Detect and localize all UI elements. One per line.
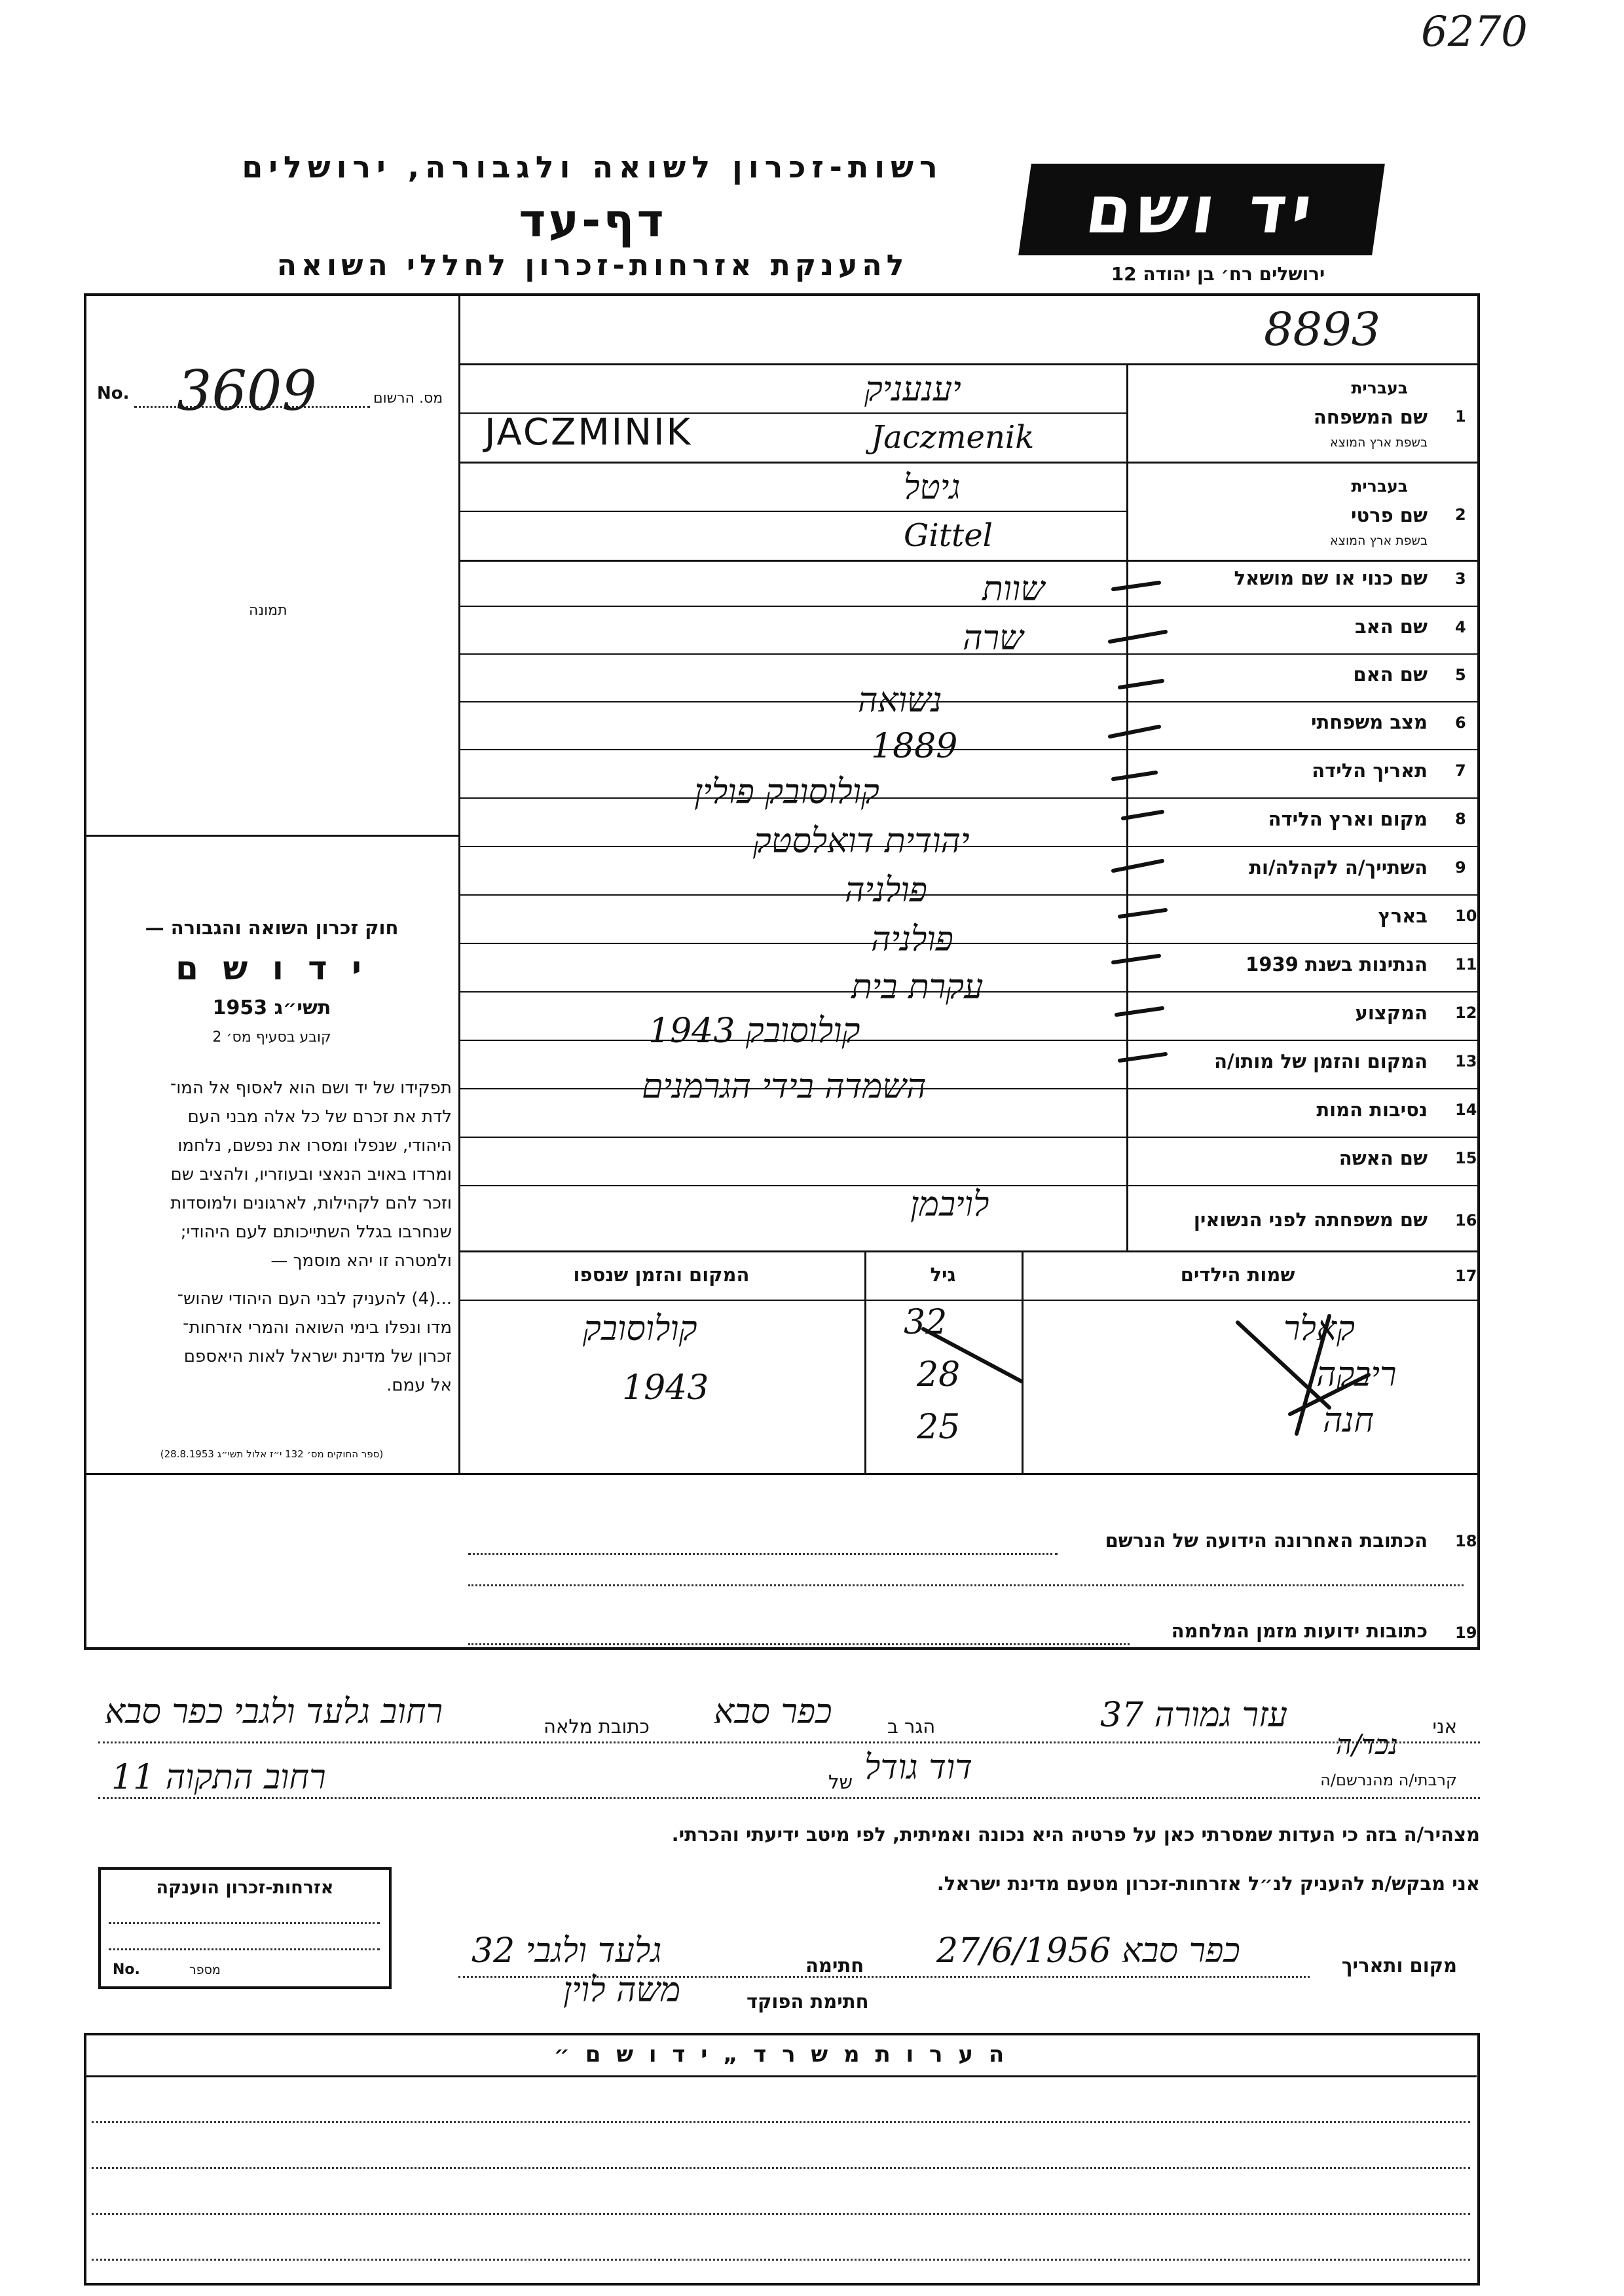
- resident-city: כפר סבא: [714, 1692, 832, 1732]
- field-number: 2: [1455, 505, 1466, 524]
- children-death-year: 1943: [622, 1368, 709, 1408]
- value-marital-status: נשואה: [858, 681, 942, 720]
- law-line: שנחרבו בגלל השתייכותם לעם היהודי;: [180, 1222, 452, 1242]
- resident-label: הגר ב: [887, 1715, 936, 1738]
- field-number: 15: [1455, 1149, 1477, 1167]
- registration-number: 3609: [177, 359, 317, 423]
- field-number: 13: [1455, 1052, 1477, 1070]
- field-label-maiden-name: שם משפחתה לפני הנשואין: [1193, 1209, 1428, 1231]
- declaration-statement: מצהיר/ה בזה כי העדות שמסרתי כאן על פרטיה היא נכונה ואמיתית, לפי מיטב ידיעתי והכרתי.: [671, 1823, 1480, 1846]
- yad-vashem-logo: [1018, 164, 1385, 255]
- children-death-place: קולוסובק: [583, 1309, 697, 1349]
- declaration-request: אני מבקש/ת להעניק לנ״ל אזרחות-זכרון מטעם מדינת ישראל.: [936, 1872, 1480, 1895]
- law-line: אל עמם.: [386, 1376, 452, 1395]
- address: ירושלים רח׳ בן יהודה 12: [1111, 263, 1325, 285]
- value-citizenship-1939: פולניה: [871, 920, 953, 959]
- field-number: 10: [1455, 907, 1477, 925]
- field-sub-hebrew: בעברית: [1351, 378, 1408, 397]
- logo-text: יד ושם: [1081, 171, 1322, 248]
- value-death-place: קולוסובק 1943: [648, 1011, 860, 1051]
- value-community: יהודית דואלסטק: [753, 822, 970, 861]
- child-age: 25: [917, 1408, 961, 1447]
- col-header-children-names: שמות הילדים: [1180, 1264, 1295, 1286]
- child-name: קאלר: [1283, 1309, 1355, 1349]
- field-label-citizenship-1939: הנתינות בשנת 1939: [1246, 953, 1428, 975]
- field-label-wife-name: שם האשה: [1338, 1147, 1428, 1169]
- field-number: 4: [1455, 618, 1466, 636]
- law-line: ומרדו באויב הנאצי ובעוזריו, ולהציב שם: [170, 1165, 452, 1184]
- relation-value: נכד/ה: [1336, 1728, 1398, 1760]
- field-number: 8: [1455, 810, 1466, 828]
- value-first-name-he: גיטל: [904, 468, 961, 507]
- declarant-name: עזר גמורה 37: [1100, 1696, 1288, 1735]
- field-label-father-name: שם האב: [1354, 615, 1428, 638]
- field-number: 19: [1455, 1624, 1477, 1642]
- address-value: רחוב גלעד ולגבי כפר סבא: [105, 1692, 443, 1732]
- field-label-death-circumstances: נסיבות המות: [1316, 1099, 1428, 1121]
- street-value: רחוב התקוה 11: [111, 1758, 326, 1797]
- strike-marks: [871, 1303, 1460, 1467]
- law-line: ולמטרה זו יהא מוסמך —: [270, 1251, 452, 1271]
- field-number: 11: [1455, 955, 1477, 974]
- field-number: 5: [1455, 666, 1466, 684]
- value-birth-date: 1889: [871, 727, 958, 766]
- law-name: י ד ו ש ם: [175, 949, 368, 987]
- citizenship-mispar: מספר: [189, 1963, 221, 1977]
- field-number: 6: [1455, 714, 1466, 732]
- field-sub-hebrew: בעברית: [1351, 477, 1408, 496]
- place-date-label: מקום ותאריך: [1341, 1954, 1457, 1977]
- field-number: 16: [1455, 1211, 1477, 1230]
- field-label-birth-place: מקום וארץ הלידה: [1268, 808, 1428, 830]
- law-line: מדו ונפלו בימי השואה והמרי אזרחות־: [183, 1318, 452, 1338]
- field-number: 14: [1455, 1101, 1477, 1119]
- field-label-marital-status: מצב משפחתי: [1310, 711, 1428, 733]
- relation-label: קרבתי/ה מהנרשם/ה: [1320, 1771, 1457, 1789]
- field-number: 9: [1455, 858, 1466, 877]
- officer-signature-label: חתימת הפוקד: [747, 1990, 869, 2013]
- form-subtitle: להענקת אזרחות-זכרון לחללי השואה: [276, 249, 909, 282]
- law-reference: (ספר החוקים מס׳ 132 י״ז אלול תשי״ג 28.8.1953): [160, 1448, 384, 1460]
- value-country: פולניה: [845, 871, 927, 910]
- of-value: דוד גודל: [864, 1748, 973, 1787]
- authority-line: רשות-זכרון לשואה ולגבורה, ירושלים: [242, 149, 944, 185]
- law-clause: קובע בסעיף מס׳ 2: [212, 1029, 331, 1046]
- law-year: תשי״ג 1953: [212, 996, 331, 1019]
- place-date-value: כפר סבא 27/6/1956: [936, 1931, 1240, 1971]
- field-label-wartime-addresses: כתובות ידועות מזמן המלחמה: [1171, 1620, 1428, 1642]
- field-label-last-address: הכתובת האחרונה הידועה של הנרשם: [1105, 1529, 1428, 1552]
- value-family-name-he: יענעניק: [864, 370, 961, 409]
- field-label-profession: המקצוע: [1355, 1002, 1428, 1024]
- field-number: 17: [1455, 1267, 1477, 1285]
- child-name: חנה: [1323, 1401, 1375, 1440]
- field-sub-origin: בשפת ארץ המוצא: [1329, 435, 1428, 450]
- officer-signature-value: משה לוין: [563, 1971, 681, 2010]
- field-number: 1: [1455, 407, 1466, 426]
- value-family-name-latin: JACZMINIK: [485, 411, 693, 454]
- col-header-age: גיל: [930, 1264, 956, 1286]
- field-label-nickname: שם כנוי או שם מושאל: [1234, 567, 1428, 589]
- check-marks: [1107, 563, 1185, 1100]
- child-age: 32: [904, 1303, 948, 1342]
- field-number: 3: [1455, 570, 1466, 588]
- law-title: חוק זכרון השואה והגבורה —: [145, 917, 399, 939]
- field-number: 12: [1455, 1004, 1477, 1022]
- value-nickname: שוות: [982, 570, 1045, 609]
- citizenship-box: [98, 1867, 392, 1989]
- law-line: לדת את זכרם של כל אלה מבני העם: [187, 1107, 452, 1127]
- law-line: תפקידו של יד ושם הוא לאסוף אל המו־: [170, 1078, 452, 1098]
- value-family-name-origin: Jaczmenik: [871, 419, 1035, 456]
- citizenship-box-title: אזרחות-זכרון הוענקה: [156, 1878, 334, 1898]
- field-number: 7: [1455, 761, 1466, 780]
- signature-value: גלעד ולגבי 32: [471, 1931, 662, 1971]
- field-label-family-name: שם המשפחה: [1313, 406, 1428, 428]
- child-name: ריבקה: [1316, 1355, 1397, 1394]
- law-line: ...(4) להעניק לבני העם היהודי שהוש־: [177, 1289, 452, 1309]
- value-maiden-name: לויבמן: [910, 1185, 989, 1224]
- address-label: כתובת מלאה: [544, 1715, 650, 1738]
- notes-title: ה ע ר ו ת מ ש ר ד „ י ד ו ש ם ״: [553, 2041, 1008, 2068]
- field-label-death-place: המקום והזמן של מותו/ה: [1214, 1050, 1428, 1072]
- field-label-country: בארץ: [1378, 905, 1428, 927]
- field-label-first-name: שם פרטי: [1350, 504, 1428, 526]
- law-line: וזכר להם לקהילות, לארגונים ולמוסדות: [170, 1194, 452, 1213]
- value-death-circumstances: השמדה בידי הגרמנים: [642, 1067, 927, 1106]
- of-label: של: [828, 1771, 853, 1793]
- child-age: 28: [917, 1355, 961, 1394]
- value-first-name-origin: Gittel: [904, 517, 993, 554]
- form-title: דף-עד: [519, 194, 667, 247]
- value-profession: עקרת בית: [851, 968, 984, 1007]
- declaration-ani-label: אני: [1432, 1715, 1457, 1738]
- value-father-name: שרה: [963, 619, 1024, 658]
- citizenship-no: No.: [113, 1961, 140, 1978]
- field-number: 18: [1455, 1532, 1477, 1550]
- col-header-death-place-time: המקום והזמן שנספו: [573, 1264, 750, 1286]
- value-birth-place: קולוסובק פולין: [694, 773, 879, 812]
- field-label-birth-date: תאריך הלידה: [1312, 759, 1428, 782]
- no-label: No.: [97, 384, 130, 403]
- signature-label: חתימה: [805, 1954, 864, 1977]
- law-line: זכרון של מדינת ישראל לאות היאספם: [183, 1347, 452, 1366]
- field-label-community: השתייך/ה לקהלה/ות: [1249, 856, 1428, 879]
- law-line: היהודי, שנפלו ומסרו את נפשם, נלחמו: [177, 1136, 452, 1156]
- law-text: [92, 1074, 452, 1400]
- registration-label: מס. הרשום: [373, 390, 443, 407]
- photo-label: תמונה: [249, 602, 287, 619]
- field-label-mother-name: שם האם: [1353, 663, 1428, 685]
- archive-number: 6270: [1421, 8, 1528, 56]
- file-number: 8893: [1264, 302, 1381, 356]
- field-sub-origin: בשפת ארץ המוצא: [1329, 534, 1428, 548]
